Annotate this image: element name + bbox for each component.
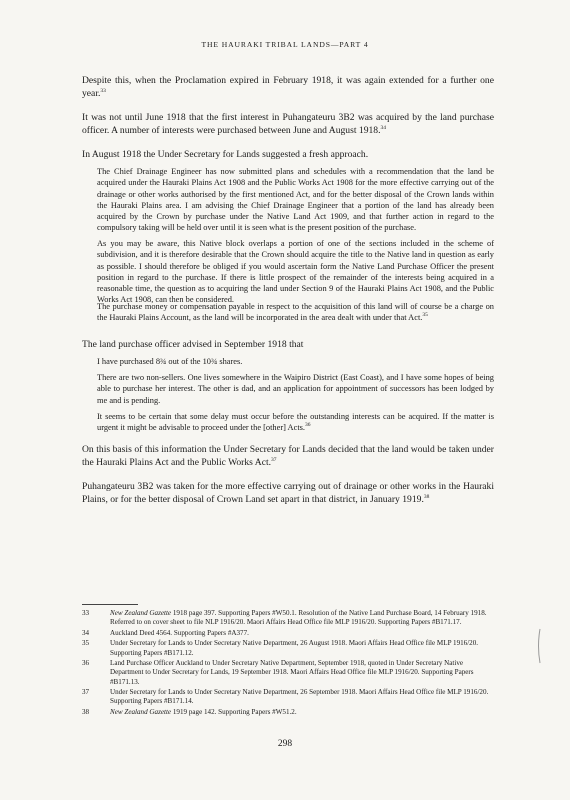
paragraph: [82, 111, 494, 137]
quote-text: There are two non-sellers. One lives somewhere in the Waipiro District (East Coast), and I have some hopes of being able to purchase her interest. The other is dad, and an application for appointment of successors has been lodged by me and is pending.: [97, 373, 494, 405]
footnote-text: 1918 page 397. Supporting Papers #W50.1. Resolution of the Native Land Purchase Board, 14 February 1918. Referred to on cover sheet to file NLP 1916/20. Maori Affairs Head Office file MLP 1916/20. Supporting Papers #B171.17.: [110, 609, 487, 627]
footnote-number: 38: [82, 707, 90, 716]
block-quote: [97, 372, 494, 406]
paragraph-text: Puhangateuru 3B2 was taken for the more effective carrying out of drainage or other works in the Hauraki Plains, or for the better disposal of Crown Land set apart in that district, in January 1919.: [82, 481, 494, 506]
footnote-text: Land Purchase Officer Auckland to Under Secretary Native Department, September 1918, quoted in Under Secretary Native Department to Under Secretary for Lands, 19 September 1918. Maori Affairs Head Office file MLP 1916/20. Supporting Papers #B171.13.: [110, 659, 474, 686]
footnote: [82, 659, 494, 687]
paragraph-text: Despite this, when the Proclamation expired in February 1918, it was again extended for a further one year.: [82, 75, 494, 100]
footnote-ref[interactable]: 36: [305, 422, 311, 429]
paragraph: [82, 443, 494, 469]
footnote-text: 1919 page 142. Supporting Papers #W51.2.: [171, 707, 297, 716]
footnote-text: Under Secretary for Lands to Under Secretary Native Department, 26 August 1918. Maori Affairs Head Office file MLP 1916/20. Supporting Papers #B171.12.: [110, 639, 479, 657]
footnote-ref[interactable]: 38: [423, 494, 430, 501]
paragraph: [82, 74, 494, 100]
block-quote: [97, 166, 494, 234]
footnote-number: 35: [82, 639, 90, 648]
footnotes: [82, 609, 494, 719]
block-quote: [97, 301, 494, 324]
quote-text: I have purchased 8¾ out of the 10¾ shares.: [97, 357, 243, 366]
footnote-number: 36: [82, 659, 90, 668]
block-quote: [97, 356, 494, 367]
paragraph: [82, 148, 494, 161]
quote-text: The purchase money or compensation payable in respect to the acquisition of this land will of course be a charge on the Hauraki Plains Account, as the land will be incorporated in the area dealt with under that Act.: [97, 302, 494, 323]
footnote: [82, 609, 494, 627]
footnote-ref[interactable]: 33: [100, 88, 106, 95]
quote-text: The Chief Drainage Engineer has now submitted plans and schedules with a recommendation that the land be acquired under the Hauraki Plains Act 1908 and the Public Works Act 1908 for the more effective carrying out of the drainage or other works authorised by the first mentioned Act, and for the better disposal of the Crown lands within the Hauraki Plains area. I am advising the Chief Drainage Engineer that a portion of the land has already been acquired by the Crown by purchase under the Native Land Act 1909, and that further action in regard to the compulsory taking will be held over until it is seen what is the present position of the purchase.: [97, 167, 494, 233]
block-quote: [97, 238, 494, 306]
footnote-text: Auckland Deed 4564. Supporting Papers #A377.: [110, 628, 249, 637]
paragraph-text: In August 1918 the Under Secretary for Lands suggested a fresh approach.: [82, 149, 369, 160]
binding-mark: [535, 628, 545, 664]
footnote-ref[interactable]: 34: [380, 125, 386, 132]
footnote: [82, 639, 494, 657]
quote-text: As you may be aware, this Native block overlaps a portion of one of the sections included in the scheme of subdivision, and it is therefore desirable that the Crown should acquire the title to the Native land in question as early as possible. I should therefore be obliged if you would ascertain form the Native Land Purchase Officer the present position in regard to the purchase. If there is little prospect of the remainder of the interests being acquired in a reasonable time, the question as to acquiring the land under Section 9 of the Hauraki Plains Act 1908, and the Public Works Act 1908, can then be considered.: [97, 239, 494, 305]
running-head: THE HAURAKI TRIBAL LANDS—PART 4: [201, 40, 369, 49]
footnote-number: 34: [82, 628, 90, 637]
footnote-ref[interactable]: 37: [271, 457, 277, 464]
footnote: [82, 708, 494, 717]
footnote: [82, 688, 494, 706]
footnote-divider: [82, 604, 138, 605]
page-number: 298: [277, 739, 293, 749]
paragraph-text: The land purchase officer advised in September 1918 that: [82, 339, 304, 350]
footnote: [82, 629, 494, 638]
paragraph-text: It was not until June 1918 that the first interest in Puhangateuru 3B2 was acquired by the land purchase officer. A number of interests were purchased between June and August 1918.: [82, 112, 494, 137]
quote-text: It seems to be certain that some delay must occur before the outstanding interests can be acquired. If the matter is urgent it might be advisable to proceed under the [other] Acts.: [97, 412, 494, 433]
footnote-number: 37: [82, 688, 90, 697]
paragraph: [82, 338, 494, 351]
footnote-number: 33: [82, 609, 90, 617]
footnote-ref[interactable]: 35: [422, 312, 428, 319]
footnote-text: Under Secretary for Lands to Under Secretary Native Department, 26 September 1918. Maori Affairs Head Office file MLP 1916/20. Supporting Papers #B171.14.: [110, 688, 489, 706]
paragraph: [82, 480, 494, 506]
footnote-italic: New Zealand Gazette: [110, 609, 172, 617]
footnote-italic: New Zealand Gazette: [110, 707, 172, 716]
block-quote: [97, 411, 494, 434]
paragraph-text: On this basis of this information the Under Secretary for Lands decided that the land would be taken under the Hauraki Plains Act and the Public Works Act.: [82, 444, 494, 469]
